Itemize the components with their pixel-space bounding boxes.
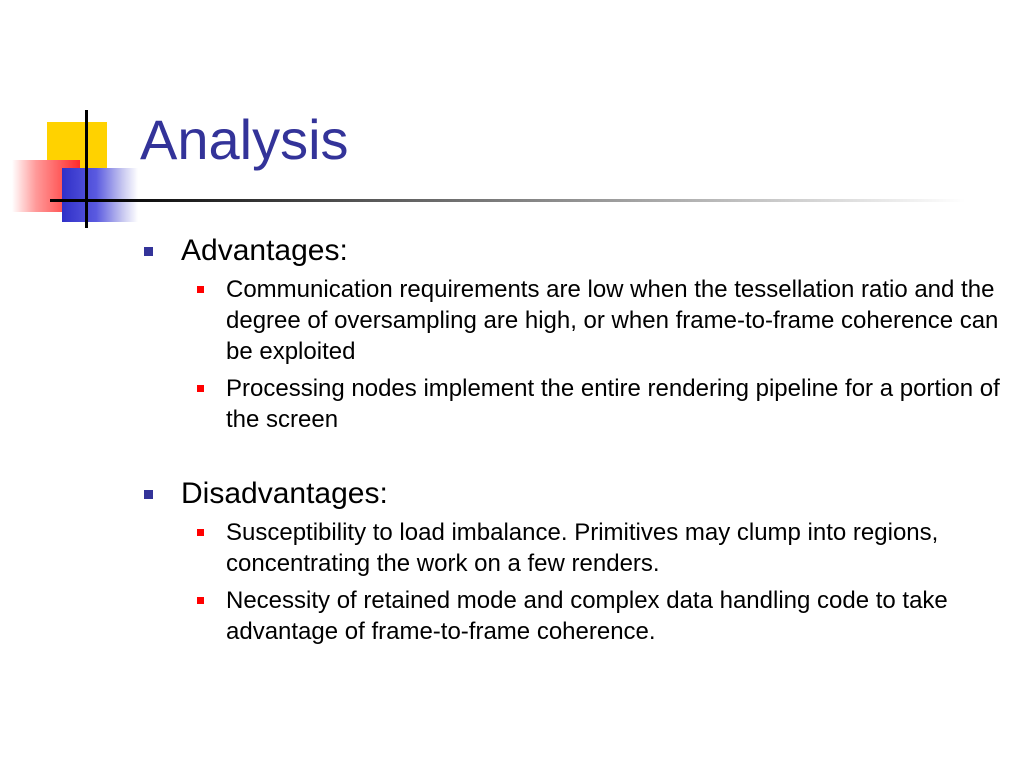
list-item (140, 373, 1010, 435)
slide-body (140, 232, 1010, 653)
bullet-list (140, 274, 1010, 435)
list-item-text: Susceptibility to load imbalance. Primitives may clump into regions, concentrating the work on a few renders. (226, 519, 939, 577)
list-item (140, 585, 1010, 647)
list-item-text: Necessity of retained mode and complex data handling code to take advantage of frame-to-frame coherence. (226, 587, 948, 645)
square-bullet-icon (144, 247, 153, 256)
section-heading (140, 232, 1010, 270)
square-bullet-icon (197, 286, 204, 293)
square-bullet-icon (144, 490, 153, 499)
list-item (140, 274, 1010, 367)
section-heading-text: Disadvantages: (181, 477, 388, 510)
blue-gradient-decoration (62, 168, 138, 222)
bullet-list (140, 517, 1010, 647)
vertical-line-decoration (85, 110, 88, 228)
section-advantages (140, 232, 1010, 435)
list-item-text: Processing nodes implement the entire rendering pipeline for a portion of the screen (226, 375, 1000, 433)
list-item-text: Communication requirements are low when the tessellation ratio and the degree of oversampling are high, or when frame-to-frame coherence can be exploited (226, 276, 999, 365)
slide-title: Analysis (140, 108, 349, 171)
section-heading-text: Advantages: (181, 234, 348, 267)
decorative-logo-graphic (0, 0, 140, 240)
list-item (140, 517, 1010, 579)
section-heading (140, 475, 1010, 513)
square-bullet-icon (197, 529, 204, 536)
title-underline-rule (96, 199, 966, 202)
square-bullet-icon (197, 385, 204, 392)
section-disadvantages (140, 475, 1010, 647)
square-bullet-icon (197, 597, 204, 604)
